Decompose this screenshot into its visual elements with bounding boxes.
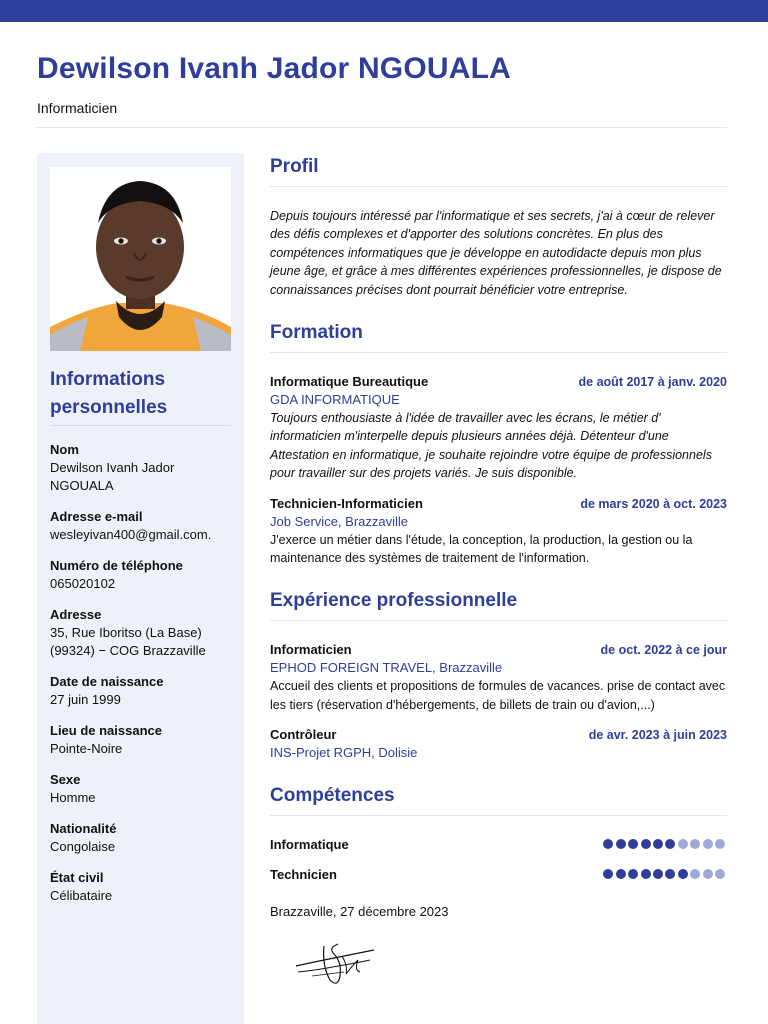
skill-level-dots — [603, 839, 725, 849]
section-divider — [270, 620, 727, 621]
info-label: Numéro de téléphone — [50, 558, 183, 573]
skill-dot-empty — [715, 869, 725, 879]
section-profil — [270, 155, 727, 299]
skill-row — [270, 864, 727, 884]
skill-dot-filled — [616, 869, 626, 879]
skill-dot-filled — [653, 869, 663, 879]
entry-organization: Job Service, Brazzaville — [270, 513, 408, 529]
info-label: Nationalité — [50, 821, 117, 836]
experience-entry — [270, 726, 727, 762]
skill-dot-filled — [616, 839, 626, 849]
skill-dot-filled — [641, 839, 651, 849]
info-marital-status — [50, 869, 235, 905]
skill-dot-filled — [603, 839, 613, 849]
info-value: Congolaise — [50, 839, 116, 854]
info-label: État civil — [50, 870, 104, 885]
entry-organization: EPHOD FOREIGN TRAVEL, Brazzaville — [270, 660, 503, 676]
entry-date: de mars 2020 à oct. 2023 — [580, 496, 727, 511]
section-divider — [270, 186, 727, 187]
skill-dot-filled — [603, 869, 613, 879]
info-label: Adresse e-mail — [50, 509, 143, 524]
section-experience — [270, 589, 727, 762]
skill-dot-empty — [678, 839, 688, 849]
info-label: Nom — [50, 442, 79, 457]
info-label: Lieu de naissance — [50, 723, 162, 738]
entry-description: J'exerce un métier dans l'étude, la conception, la production, la gestion ou la maintenance des systèmes de traitement de l'information. — [270, 532, 693, 566]
top-accent-bar — [0, 0, 768, 22]
info-sex — [50, 771, 235, 807]
main-content — [270, 155, 727, 919]
info-value: Homme — [50, 790, 96, 805]
skill-name: Informatique — [270, 836, 349, 852]
skill-dot-empty — [703, 839, 713, 849]
personal-info-title: Informations personnelles — [50, 369, 168, 418]
skill-dot-filled — [653, 839, 663, 849]
section-divider — [270, 352, 727, 353]
entry-organization: INS-Projet RGPH, Dolisie — [270, 745, 418, 761]
info-address — [50, 606, 235, 660]
section-divider — [270, 815, 727, 816]
section-title-competences: Compétences — [270, 785, 395, 807]
experience-entry — [270, 641, 727, 714]
skill-dot-filled — [678, 869, 688, 879]
skill-row — [270, 834, 727, 854]
personal-info-sidebar — [37, 153, 244, 1024]
skill-level-dots — [603, 869, 725, 879]
skill-dot-empty — [715, 839, 725, 849]
formation-entry — [270, 373, 727, 483]
header-divider — [37, 127, 727, 128]
section-competences — [270, 784, 727, 884]
skill-dot-empty — [703, 869, 713, 879]
entry-title: Informaticien — [270, 642, 352, 658]
sidebar-divider — [50, 425, 231, 426]
entry-title: Technicien-Informaticien — [270, 495, 423, 511]
info-value: Dewilson Ivanh Jador NGOUALA — [50, 460, 175, 493]
info-value: 065020102 — [50, 576, 116, 591]
job-title: Informaticien — [37, 100, 118, 116]
skill-dot-empty — [690, 869, 700, 879]
entry-title: Contrôleur — [270, 727, 337, 743]
info-nationality — [50, 820, 235, 856]
section-title-profil: Profil — [270, 156, 319, 177]
skill-dot-empty — [690, 839, 700, 849]
signature-image — [294, 936, 376, 990]
info-value: wesleyivan400@gmail.com. — [50, 527, 212, 542]
skill-dot-filled — [628, 839, 638, 849]
info-birth-date — [50, 673, 235, 709]
skill-name: Technicien — [270, 866, 337, 882]
candidate-name: Dewilson Ivanh Jador NGOUALA — [37, 52, 511, 85]
place-and-date: Brazzaville, 27 décembre 2023 — [270, 904, 449, 920]
skill-dot-filled — [665, 839, 675, 849]
info-value: Pointe-Noire — [50, 741, 123, 756]
info-label: Date de naissance — [50, 674, 164, 689]
profil-text: Depuis toujours intéressé par l'informatique et ses secrets, j'ai à cœur de relever des défis complexes et d'apporter des solutions concrètes. En plus des compétences informatiques que je développe en autodidacte depuis mon plus jeune âge, et grâce à mes différentes expériences professionnelles, je dispose de connaissances précises dont pourrait bénéficier votre entreprise. — [270, 209, 722, 297]
info-label: Sexe — [50, 772, 81, 787]
entry-date: de août 2017 à janv. 2020 — [578, 375, 727, 390]
entry-date: de avr. 2023 à juin 2023 — [588, 728, 727, 743]
skills-list — [270, 834, 727, 884]
info-name — [50, 441, 235, 495]
info-value: 27 juin 1999 — [50, 692, 121, 707]
info-value: 35, Rue Iboritso (La Base) (99324) − COG Brazzaville — [50, 625, 206, 658]
entry-title: Informatique Bureautique — [270, 374, 429, 390]
entry-organization: GDA INFORMATIQUE — [270, 392, 400, 408]
entry-description: Toujours enthousiaste à l'idée de travailler avec les écrans, le métier d' informaticien m'interpelle depuis plusieurs années déjà. Détenteur d'une Attestation en informatique, je souhaite rejoindre votre équipe de professionnels pour travailler sur des projets variés. Je suis disponible. — [270, 411, 712, 481]
skill-dot-filled — [628, 869, 638, 879]
info-birth-place — [50, 722, 235, 758]
section-title-experience: Expérience professionnelle — [270, 590, 518, 612]
formation-entry — [270, 495, 727, 568]
info-email — [50, 508, 235, 544]
info-value: Célibataire — [50, 888, 113, 903]
cv-header — [37, 52, 727, 116]
skill-dot-filled — [665, 869, 675, 879]
entry-date: de oct. 2022 à ce jour — [600, 643, 727, 658]
entry-description: Accueil des clients et propositions de formules de vacances. prise de contact avec les tiers (réservation d'hébergements, de billets de train ou d'avion,...) — [270, 679, 726, 712]
info-phone — [50, 557, 235, 593]
profile-photo — [50, 167, 231, 351]
personal-info-list — [50, 441, 235, 918]
skill-dot-filled — [641, 869, 651, 879]
section-title-formation: Formation — [270, 322, 363, 344]
info-label: Adresse — [50, 607, 102, 622]
section-formation — [270, 321, 727, 567]
